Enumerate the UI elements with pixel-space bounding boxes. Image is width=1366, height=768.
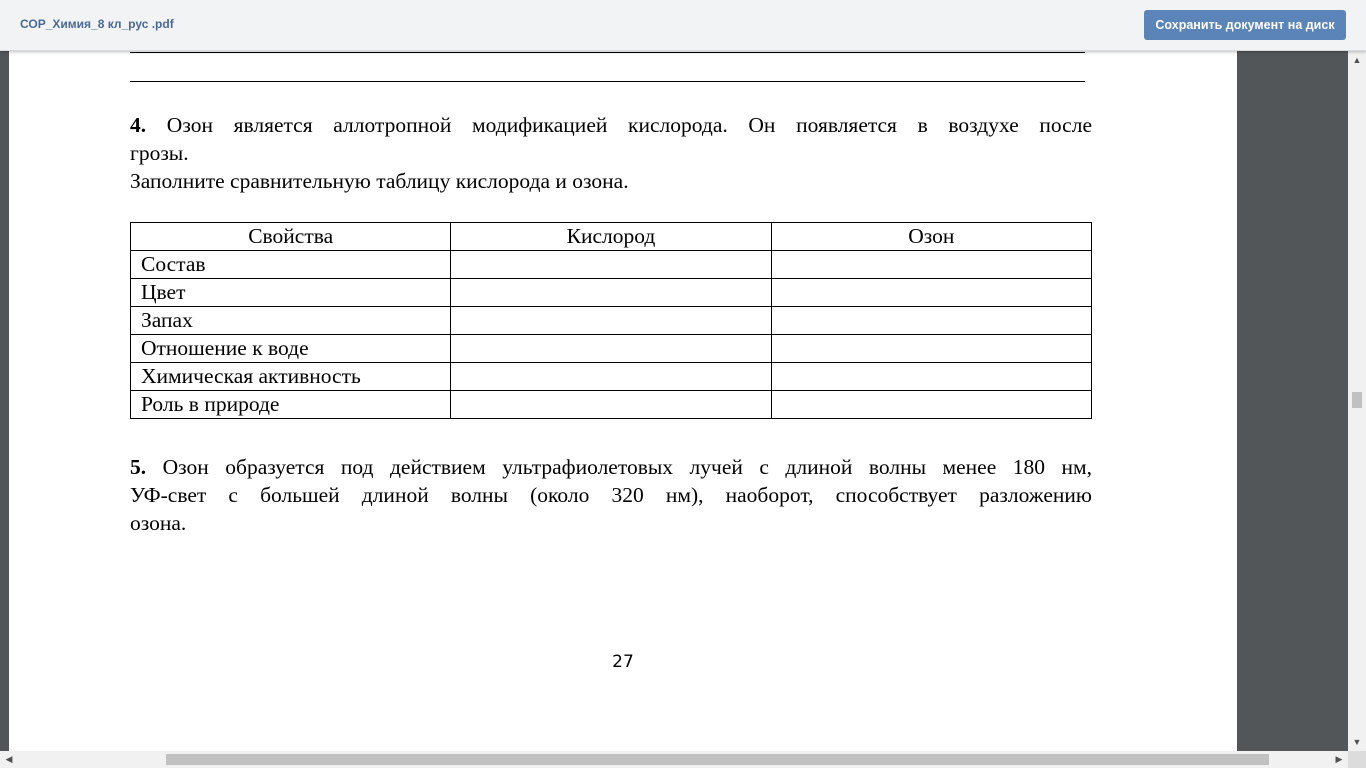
table-row — [131, 391, 1092, 419]
scrollbar-corner — [1348, 751, 1366, 768]
ozone-cell — [771, 391, 1091, 419]
table-header-row — [131, 223, 1092, 251]
ozone-cell — [771, 251, 1091, 279]
triangle-left-icon[interactable]: ◀ — [5, 754, 13, 764]
row-label: Отношение к воде — [131, 335, 451, 363]
answer-line — [130, 81, 1085, 82]
oxygen-cell — [451, 335, 771, 363]
table-row — [131, 307, 1092, 335]
table-row — [131, 363, 1092, 391]
horizontal-scroll-thumb[interactable] — [166, 754, 1269, 765]
row-label: Химическая активность — [131, 363, 451, 391]
question-5 — [130, 453, 1092, 537]
question-5-line-1: 5. Озон образуется под действием ультрафиолетовых лучей с длиной волны менее 180 нм, — [130, 455, 1092, 479]
table-row — [131, 251, 1092, 279]
ozone-cell — [771, 307, 1091, 335]
header-oxygen: Кислород — [451, 223, 771, 251]
ozone-cell — [771, 363, 1091, 391]
question-4 — [130, 111, 1092, 195]
header-properties: Свойства — [131, 223, 451, 251]
horizontal-scrollbar[interactable] — [0, 751, 1348, 768]
pdf-page — [9, 51, 1237, 751]
triangle-up-icon[interactable]: ▲ — [1352, 55, 1362, 65]
save-to-disk-button[interactable]: Сохранить документ на диск — [1144, 10, 1346, 40]
question-5-line-2: УФ-свет с большей длиной волны (около 320 нм), наоборот, способствует разложению — [130, 483, 1092, 507]
row-label: Запах — [131, 307, 451, 335]
row-label: Цвет — [131, 279, 451, 307]
top-bar — [0, 0, 1366, 51]
question-5-line-3: озона. — [130, 511, 187, 535]
viewer-left-margin — [0, 51, 9, 751]
header-ozone: Озон — [771, 223, 1091, 251]
oxygen-cell — [451, 251, 771, 279]
table-row — [131, 279, 1092, 307]
comparison-table — [130, 222, 1092, 419]
row-label: Состав — [131, 251, 451, 279]
oxygen-cell — [451, 363, 771, 391]
triangle-right-icon[interactable]: ▶ — [1335, 754, 1343, 764]
vertical-scroll-thumb[interactable] — [1352, 392, 1362, 408]
document-title: СОР_Химия_8 кл_рус .pdf — [20, 17, 174, 31]
vertical-scrollbar[interactable] — [1348, 51, 1366, 751]
question-5-number: 5. — [130, 455, 147, 479]
question-4-line-2: грозы. — [130, 141, 189, 165]
viewer-right-margin — [1237, 51, 1348, 751]
page-number: 27 — [612, 652, 634, 672]
question-4-line-3: Заполните сравнительную таблицу кислорода и озона. — [130, 169, 629, 193]
table-row — [131, 335, 1092, 363]
ozone-cell — [771, 279, 1091, 307]
oxygen-cell — [451, 279, 771, 307]
answer-line — [130, 52, 1085, 53]
oxygen-cell — [451, 391, 771, 419]
ozone-cell — [771, 335, 1091, 363]
question-4-number: 4. — [130, 113, 147, 137]
oxygen-cell — [451, 307, 771, 335]
row-label: Роль в природе — [131, 391, 451, 419]
question-4-line-1: 4. Озон является аллотропной модификацией кислорода. Он появляется в воздухе после — [130, 113, 1093, 137]
triangle-down-icon[interactable]: ▼ — [1352, 737, 1362, 747]
